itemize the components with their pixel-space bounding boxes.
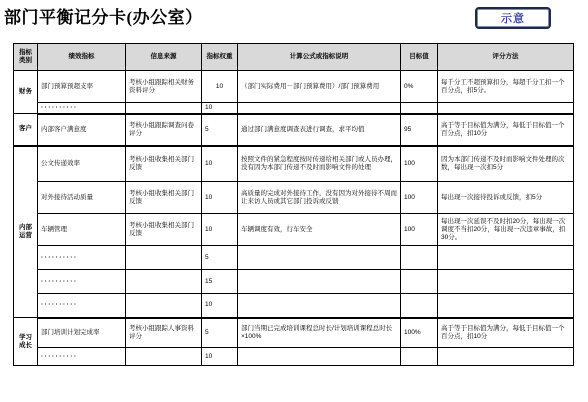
weight-cell: 10: [202, 294, 238, 318]
formula-cell: [238, 270, 401, 294]
target-cell: [401, 246, 438, 270]
scoring-cell: 每出现一次延误不及时扣20分，每出现一次调度不当扣20分，每出现一次违章事故，扣30分。: [438, 214, 574, 246]
kpi-cell: 内部客户满意度: [38, 114, 126, 146]
formula-cell: [238, 103, 401, 114]
table-row: [14, 146, 574, 182]
header-scoring: 评分方法: [438, 44, 574, 71]
formula-cell: （部门实际费用－部门预算费用）/部门预算费用: [238, 71, 401, 103]
formula-cell: 按照文件的紧急程度按时传递给相关部门或人员办理，没有因为本部门传递不及时而影响文件的处理: [238, 146, 401, 182]
table-row: [14, 103, 574, 114]
kpi-cell: 公文传递效率: [38, 146, 126, 182]
scoring-cell: [438, 246, 574, 270]
kpi-cell: 部门培训计划完成率: [38, 318, 126, 348]
table-row: [14, 114, 574, 146]
formula-cell: 通过部门满意度调查表进行调查，求平均值: [238, 114, 401, 146]
kpi-cell: 部门预算预超支率: [38, 71, 126, 103]
header-source: 信息来源: [126, 44, 202, 71]
weight-cell: 10: [202, 214, 238, 246]
weight-cell: 10: [202, 71, 238, 103]
table-row: [14, 348, 574, 366]
table-row: [14, 71, 574, 103]
source-cell: 考核小组跟踪人事资料评分: [126, 318, 202, 348]
kpi-cell: 对外接待活动质量: [38, 182, 126, 214]
formula-cell: [238, 348, 401, 366]
category-customer: 客户: [14, 114, 38, 146]
header-weight: 指标权重: [202, 44, 238, 71]
header-kpi: 绩效指标: [38, 44, 126, 71]
target-cell: 100: [401, 182, 438, 214]
scoring-cell: 高于等于目标值为满分，每低于目标值一个百分点，扣10分: [438, 318, 574, 348]
target-cell: [401, 294, 438, 318]
placeholder-kpi-cell: ··········: [38, 103, 126, 114]
header-row: [14, 44, 574, 71]
target-cell: 100: [401, 214, 438, 246]
scoring-cell: 每出现一次接待投诉或反馈，扣5分: [438, 182, 574, 214]
table-row: [14, 246, 574, 270]
source-cell: [126, 270, 202, 294]
formula-cell: 部门当期已完成培训课程总时长/计划培训课程总时长×100%: [238, 318, 401, 348]
target-cell: 0%: [401, 71, 438, 103]
table-row: [14, 294, 574, 318]
weight-cell: 15: [202, 270, 238, 294]
target-cell: [401, 103, 438, 114]
formula-cell: [238, 246, 401, 270]
source-cell: 考核小组收集相关部门反馈: [126, 214, 202, 246]
source-cell: [126, 246, 202, 270]
target-cell: [401, 270, 438, 294]
weight-cell: 5: [202, 114, 238, 146]
weight-cell: 10: [202, 103, 238, 114]
scoring-cell: 因为本部门传递不及时而影响文件处理的次数，每出现一次扣5分: [438, 146, 574, 182]
source-cell: [126, 348, 202, 366]
source-cell: 考核小组收集相关部门反馈: [126, 146, 202, 182]
scoring-cell: 高于等于目标值为满分，每低于目标值一个百分点，扣10分: [438, 114, 574, 146]
placeholder-kpi-cell: ··········: [38, 246, 126, 270]
target-cell: [401, 348, 438, 366]
source-cell: [126, 294, 202, 318]
placeholder-kpi-cell: ··········: [38, 270, 126, 294]
illustration-button[interactable]: 示意: [475, 7, 551, 29]
weight-cell: 5: [202, 318, 238, 348]
category-internal: 内部运营: [14, 146, 38, 318]
source-cell: [126, 103, 202, 114]
category-finance: 财务: [14, 71, 38, 114]
scoring-cell: [438, 294, 574, 318]
category-learning: 学习成长: [14, 318, 38, 366]
scorecard-table: [13, 43, 574, 366]
target-cell: 100%: [401, 318, 438, 348]
kpi-cell: 车辆管理: [38, 214, 126, 246]
formula-cell: [238, 294, 401, 318]
source-cell: 考核小组收集相关部门反馈: [126, 182, 202, 214]
scoring-cell: [438, 270, 574, 294]
source-cell: 考核小组跟踪相关财务资料评分: [126, 71, 202, 103]
scoring-cell: [438, 103, 574, 114]
page-title: 部门平衡记分卡(办公室）: [4, 8, 203, 27]
table-row: [14, 214, 574, 246]
scoring-cell: 每千分工不超预算扣分，每超千分工扣一个百分点，扣5分。: [438, 71, 574, 103]
header-category: 指标类别: [14, 44, 38, 71]
weight-cell: 10: [202, 182, 238, 214]
header-target: 目标值: [401, 44, 438, 71]
formula-cell: 高质量的完成对外接待工作，没有因为对外接待不周而让来访人员或其它部门投诉或反馈: [238, 182, 401, 214]
scoring-cell: [438, 348, 574, 366]
formula-cell: 车辆调度有效，行车安全: [238, 214, 401, 246]
table-row: [14, 270, 574, 294]
weight-cell: 10: [202, 348, 238, 366]
header-formula: 计算公式或指标说明: [238, 44, 401, 71]
table-row: [14, 318, 574, 348]
target-cell: 100: [401, 146, 438, 182]
source-cell: 考核小组跟踪调查问卷评分: [126, 114, 202, 146]
weight-cell: 5: [202, 246, 238, 270]
weight-cell: 10: [202, 146, 238, 182]
target-cell: 95: [401, 114, 438, 146]
placeholder-kpi-cell: ··········: [38, 348, 126, 366]
table-row: [14, 182, 574, 214]
placeholder-kpi-cell: ··········: [38, 294, 126, 318]
